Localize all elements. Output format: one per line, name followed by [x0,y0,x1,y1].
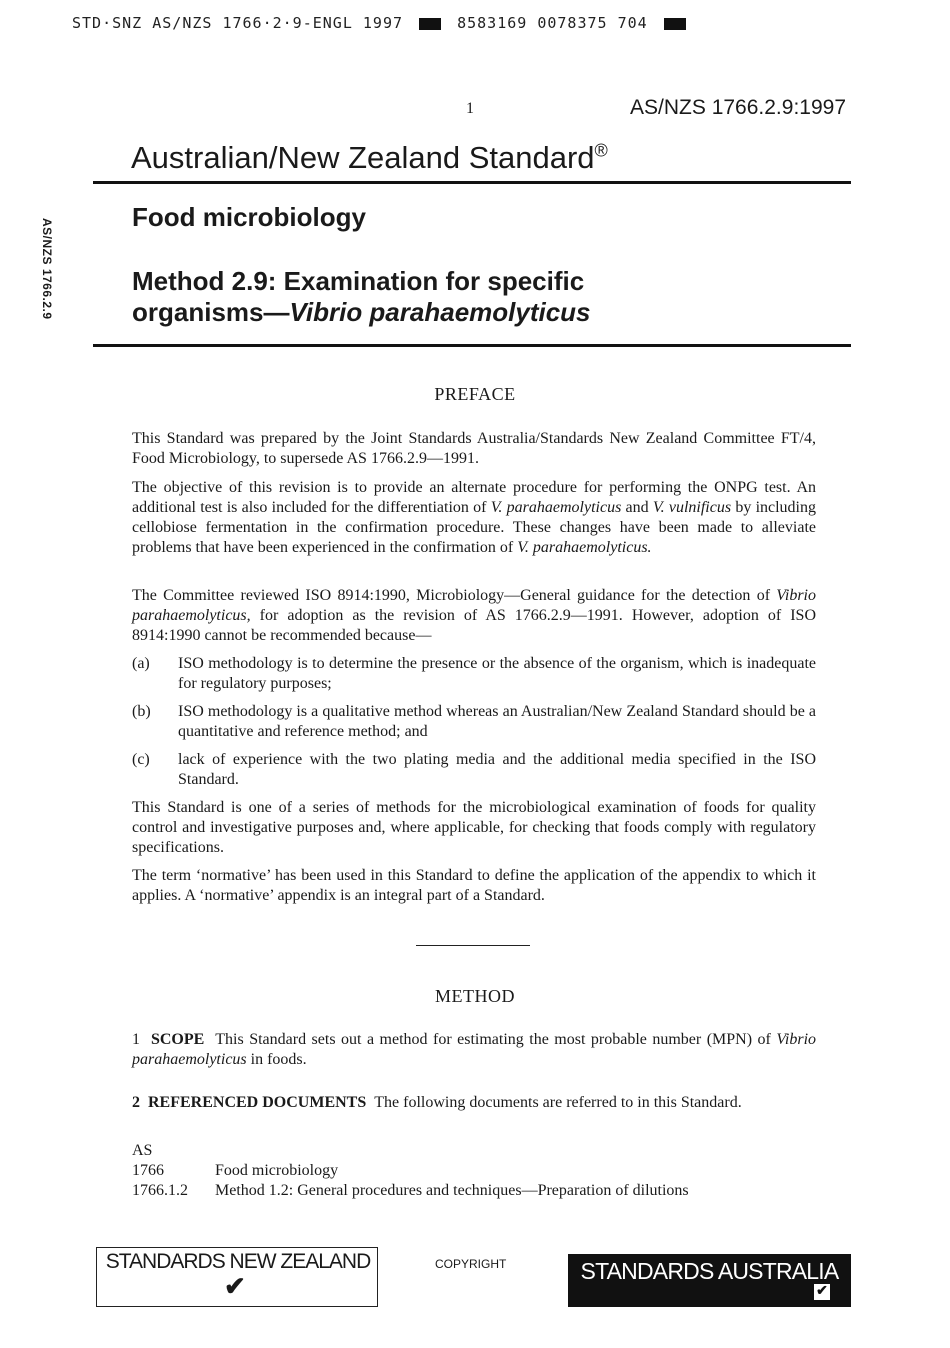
header-code-part2: 8583169 0078375 704 [457,14,648,32]
clause-title: REFERENCED DOCUMENTS [148,1094,367,1111]
header-code-part1: STD·SNZ AS/NZS 1766·2·9-ENGL 1997 [72,14,404,32]
section-divider [416,945,530,946]
title-rule-bottom [93,344,851,347]
side-label: AS/NZS 1766.2.9 [40,218,54,320]
method-title [132,266,832,328]
scope-clause: 1 SCOPE This Standard sets out a method for estimating the most probable number (MPN) of Vibrio parahaemolyticus in foods. [132,1031,817,1068]
standard-title [131,140,608,176]
barcode-block [419,18,441,30]
method-title-prefix: organisms— [132,297,290,327]
reference-row [132,1161,338,1181]
copyright-notice: COPYRIGHT [435,1257,507,1271]
sa-logo: STANDARDS AUSTRALIA [580,1258,839,1284]
list-item-text: ISO methodology is to determine the presence or the absence of the organism, which is inadequate for regulatory purposes; [178,655,816,692]
method-heading: METHOD [435,986,515,1006]
preface-heading: PREFACE [434,384,516,404]
standard-title-text: Australian/New Zealand Standard [131,140,595,175]
tick-icon: ✔ [224,1272,246,1301]
reference-title: Food microbiology [215,1162,339,1179]
list-item [132,702,816,742]
preface-paragraph-5: The term ‘normative’ has been used in this Standard to define the application of the appendix to which it applies. A ‘normative’ appendix is an integral part of a Standard. [132,867,816,904]
subject-title: Food microbiology [132,202,366,232]
list-item-label: (b) [132,703,151,720]
reference-code: 1766.1.2 [132,1182,188,1199]
reference-code: 1766 [132,1162,164,1179]
barcode-block [664,18,686,30]
preface-paragraph-1: This Standard was prepared by the Joint Standards Australia/Standards New Zealand Committee FT/4, Food Microbiology, to supersede AS 1766.2.9—1991. [132,430,816,467]
method-title-line2 [132,297,832,328]
reference-row [132,1181,689,1201]
clause-title: SCOPE [150,1031,205,1048]
clause-number: 2 [132,1094,140,1111]
referenced-documents-clause: 2 REFERENCED DOCUMENTS The following documents are referred to in this Standard. [132,1094,742,1111]
preface-paragraph-4: This Standard is one of a series of methods for the microbiological examination of foods for quality control and investigative purposes and, where applicable, for checking that foods comply with regulatory specifications. [132,799,816,856]
list-item-text: lack of experience with the two plating media and the additional media specified in the ISO Standard. [178,751,816,788]
preface-paragraph-3: The Committee reviewed ISO 8914:1990, Microbiology—General guidance for the detection of Vibrio parahaemolyticus, for adoption as the revision of AS 1766.2.9—1991. However, adoption of ISO 8914:1990 cannot be recommended because— [132,587,816,644]
method-title-line1: Method 2.9: Examination for specific [132,266,585,296]
registered-mark: ® [594,140,608,161]
list-item-text: ISO methodology is a qualitative method whereas an Australian/New Zealand Standard should be a quantitative and reference method; and [178,703,816,740]
list-item [132,750,816,790]
reference-title: Method 1.2: General procedures and techniques—Preparation of dilutions [215,1182,689,1199]
method-title-organism: Vibrio parahaemolyticus [289,297,591,327]
tick-icon: ✔ [814,1284,830,1300]
list-item-label: (a) [132,655,150,672]
clause-number: 1 [132,1031,140,1048]
snz-logo: STANDARDS NEW ZEALAND [105,1250,371,1273]
page-number: 1 [466,100,474,117]
preface-paragraph-2: The objective of this revision is to provide an alternate procedure for performing the ONPG test. An additional test is also included for the differentiation of V. parahaemolyticus and V. vulnificus by including cellobiose fermentation in the confirmation procedure. These changes have been made to alleviate problems that have been experienced in the confirmation of V. parahaemolyticus. [132,479,817,556]
document-number: AS/NZS 1766.2.9:1997 [630,96,846,119]
header-code [72,14,692,32]
title-rule-top [93,181,851,184]
list-item [132,654,816,694]
list-item-label: (c) [132,751,150,768]
reference-group-label: AS [132,1142,153,1159]
